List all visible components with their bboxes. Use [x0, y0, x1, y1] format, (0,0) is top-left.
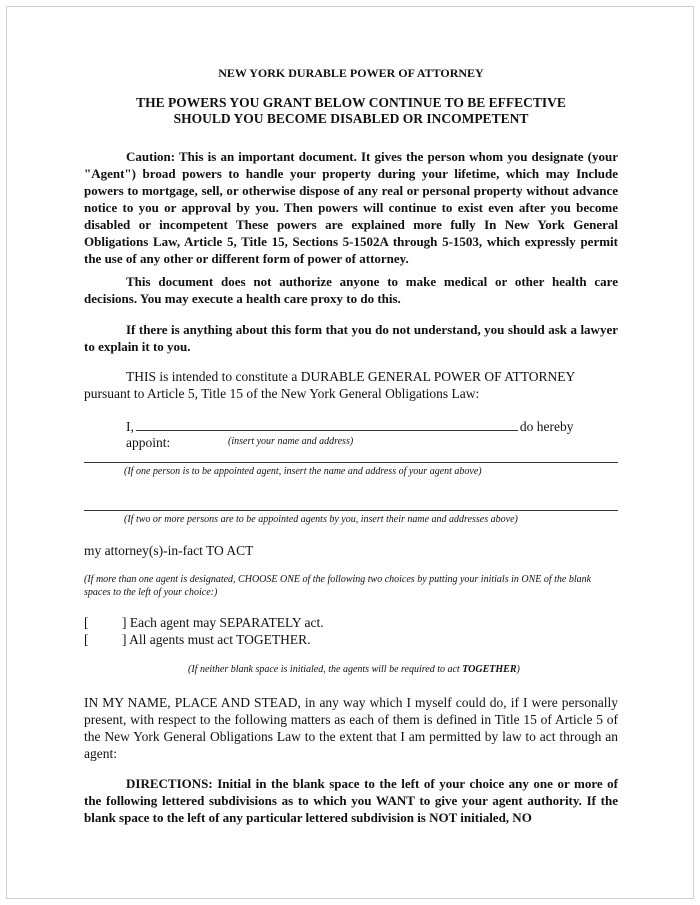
directions-paragraph: DIRECTIONS: Initial in the blank space to the left of your choice any one or more of the following lettered subdivisions as to which you WANT to give your agent authority. If the blank space to the left of any particular lettered subdivision is NOT initialed, NO — [84, 776, 618, 825]
ask-lawyer-paragraph: If there is anything about this form that you do not understand, you should ask a lawyer to explain it to you. — [84, 322, 618, 354]
attorney-in-fact-label: my attorney(s)-in-fact TO ACT — [84, 543, 254, 558]
together-initial-box[interactable]: [ — [84, 632, 89, 647]
choice-separately-row[interactable] — [84, 615, 324, 631]
caution-paragraph: Caution: This is an important document. It gives the person whom you designate (your "Agent") broad powers to handle your property during your lifetime, which may Include powers to mortgage, sell, or otherwise dispose of any real or personal property without advance notice to you or approval by you. Then powers will continue to exist even after you become disabled or incompetent These powers are explained more fully In New York General Obligations Law, Article 5, Title 15, Sections 5-1502A through 5-1503, which expressly permit the use of any other or different form of power of attorney. — [84, 149, 618, 266]
appoint-suffix: do hereby appoint: — [126, 419, 574, 450]
neither-initialed-text: (If neither blank space is initialed, the agents will be required to act — [188, 664, 463, 675]
agent-one-field[interactable] — [84, 462, 618, 463]
neither-initialed-note — [188, 664, 520, 675]
insert-name-hint: (insert your name and address) — [228, 436, 354, 447]
choice-separately-label: ] Each agent may SEPARATELY act. — [122, 615, 324, 630]
appoint-prefix: I, — [126, 419, 134, 434]
principal-name-field[interactable] — [136, 418, 518, 431]
separately-initial-box[interactable]: [ — [84, 615, 89, 630]
appoint-row — [126, 418, 618, 451]
neither-initialed-bold: TOGETHER — [462, 664, 517, 675]
choice-together-row[interactable] — [84, 632, 310, 648]
choice-together-label: ] All agents must act TOGETHER. — [122, 632, 311, 647]
two-agents-hint: (If two or more persons are to be appointed agents by you, insert their name and addresses above) — [124, 514, 518, 525]
subtitle-line-2: SHOULD YOU BECOME DISABLED OR INCOMPETENT — [173, 111, 529, 126]
choose-one-hint: (If more than one agent is designated, CHOOSE ONE of the following two choices by putting your initials in ONE of the blank spaces to the left of your choice:) — [84, 574, 592, 598]
neither-initialed-close: ) — [516, 664, 520, 675]
one-agent-hint: (If one person is to be appointed agent, insert the name and address of your agent above) — [124, 466, 482, 477]
document-subtitle — [84, 95, 618, 127]
intent-paragraph: THIS is intended to constitute a DURABLE GENERAL POWER OF ATTORNEY pursuant to Article 5, Title 15 of the New York General Obligations Law: — [84, 369, 575, 401]
page-border — [6, 6, 694, 899]
in-my-name-paragraph: IN MY NAME, PLACE AND STEAD, in any way which I myself could do, if I were personally present, with respect to the following matters as each of them is defined in Title 15 of Article 5 of the New York General Obligations Law to the extent that I am permitted by law to act through an agent: — [84, 695, 618, 761]
agent-two-field[interactable] — [84, 510, 618, 511]
health-care-paragraph: This document does not authorize anyone to make medical or other health care decisions. You may execute a health care proxy to do this. — [84, 274, 618, 306]
document-title: NEW YORK DURABLE POWER OF ATTORNEY — [218, 66, 484, 80]
subtitle-line-1: THE POWERS YOU GRANT BELOW CONTINUE TO BE EFFECTIVE — [136, 95, 566, 110]
